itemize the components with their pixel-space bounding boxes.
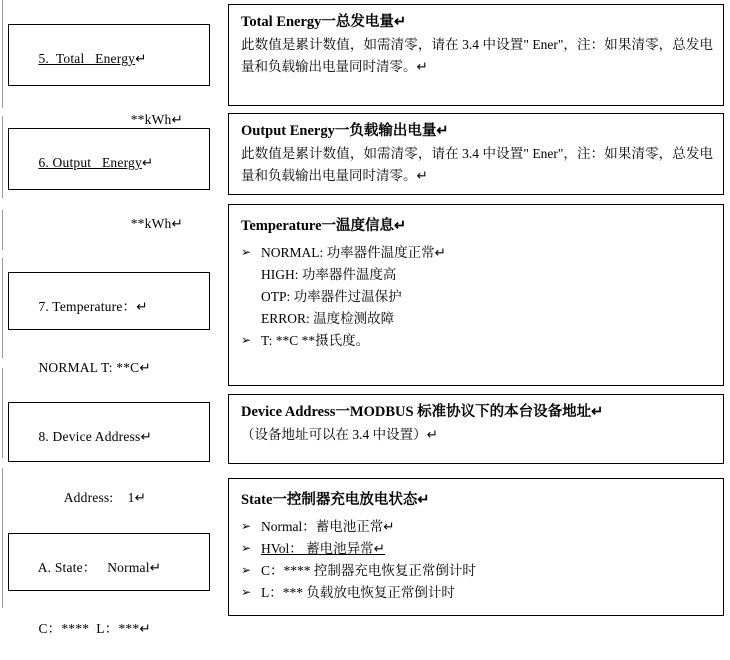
- lcd-line-1: 5. Total Energy↵: [38, 51, 147, 67]
- description-title: Device Address一MODBUS 标准协议下的本台设备地址↵: [241, 404, 604, 420]
- bullet-arrow-icon: ➢: [241, 584, 252, 599]
- bullet-arrow-icon: ➢: [241, 541, 252, 556]
- description-list-text: HVol： 蓄电池异常↵: [261, 541, 385, 557]
- description-total-energy: [228, 4, 724, 106]
- description-list-item: [241, 560, 713, 582]
- lcd-panel-total-energy: [8, 24, 210, 127]
- description-paragraph: 此数值是累计数值，如需清零，请在 3.4 中设置" Ener"，注：如果清零，总发电量和负载输出电量同时清零。↵: [241, 37, 713, 75]
- description-temperature: [228, 204, 724, 386]
- description-list-item: [241, 264, 713, 286]
- description-device-address: [228, 394, 724, 464]
- lcd-line-1: 7. Temperature：↵: [38, 299, 148, 315]
- page-edge-mark: [2, 210, 3, 250]
- description-list-item: [241, 582, 713, 604]
- description-title: State一控制器充电放电状态↵: [241, 492, 430, 508]
- lcd-line-2: C：**** L：***↵: [38, 621, 151, 636]
- page-edge-mark: [2, 468, 3, 608]
- description-list-item: [241, 330, 713, 352]
- description-list-item: [241, 516, 713, 538]
- description-title: Temperature一温度信息↵: [241, 218, 407, 234]
- description-list-text: NORMAL: 功率器件温度正常↵: [261, 245, 446, 261]
- description-state: [228, 478, 724, 616]
- page-edge-mark: [2, 258, 3, 358]
- bullet-arrow-icon: ➢: [241, 332, 252, 347]
- page-edge-mark: [2, 0, 3, 108]
- bullet-arrow-icon: ➢: [241, 519, 252, 534]
- description-list-text: OTP: 功率器件过温保护: [261, 288, 402, 304]
- bullet-arrow-icon: ➢: [241, 245, 252, 260]
- lcd-line-1: A. State： Normal↵: [37, 560, 162, 576]
- description-list-item: [241, 308, 713, 330]
- description-list-text: HIGH: 功率器件温度高: [261, 267, 397, 283]
- description-paragraph: （设备地址可以在 3.4 中设置）↵: [241, 427, 438, 443]
- description-title: Total Energy一总发电量↵: [241, 14, 407, 30]
- lcd-panel-output-energy: [8, 128, 210, 231]
- lcd-line-2: **kWh↵: [130, 216, 183, 231]
- lcd-panel-device-address: [8, 402, 210, 505]
- description-output-energy: [228, 113, 724, 195]
- page-edge-mark: [2, 368, 3, 458]
- lcd-line-2: **kWh↵: [130, 112, 183, 127]
- description-list-text: ERROR: 温度检测故障: [261, 310, 395, 326]
- description-list-text: C：**** 控制器充电恢复正常倒计时: [261, 562, 476, 578]
- description-list-text: L：*** 负载放电恢复正常倒计时: [261, 584, 455, 600]
- lcd-panel-state: [8, 533, 210, 636]
- description-list-text: Normal：蓄电池正常↵: [261, 519, 395, 535]
- page-edge-mark: [2, 116, 3, 198]
- lcd-line-2: Address: 1↵: [63, 490, 147, 505]
- description-title: Output Energy一负载输出电量↵: [241, 123, 449, 139]
- description-list-item: [241, 538, 713, 560]
- lcd-panel-temperature: [8, 272, 210, 375]
- lcd-line-1: 6. Output Energy↵: [38, 155, 154, 171]
- bullet-arrow-icon: ➢: [241, 562, 252, 577]
- description-paragraph: 此数值是累计数值，如需清零，请在 3.4 中设置" Ener"，注：如果清零，总发电量和负载输出电量同时清零。↵: [241, 146, 713, 184]
- lcd-line-1: 8. Device Address↵: [38, 429, 152, 445]
- description-list-item: [241, 242, 713, 264]
- description-list-item: [241, 286, 713, 308]
- lcd-line-2: NORMAL T: **C↵: [38, 360, 151, 375]
- description-list-text: T: **C **摄氏度。: [261, 332, 370, 348]
